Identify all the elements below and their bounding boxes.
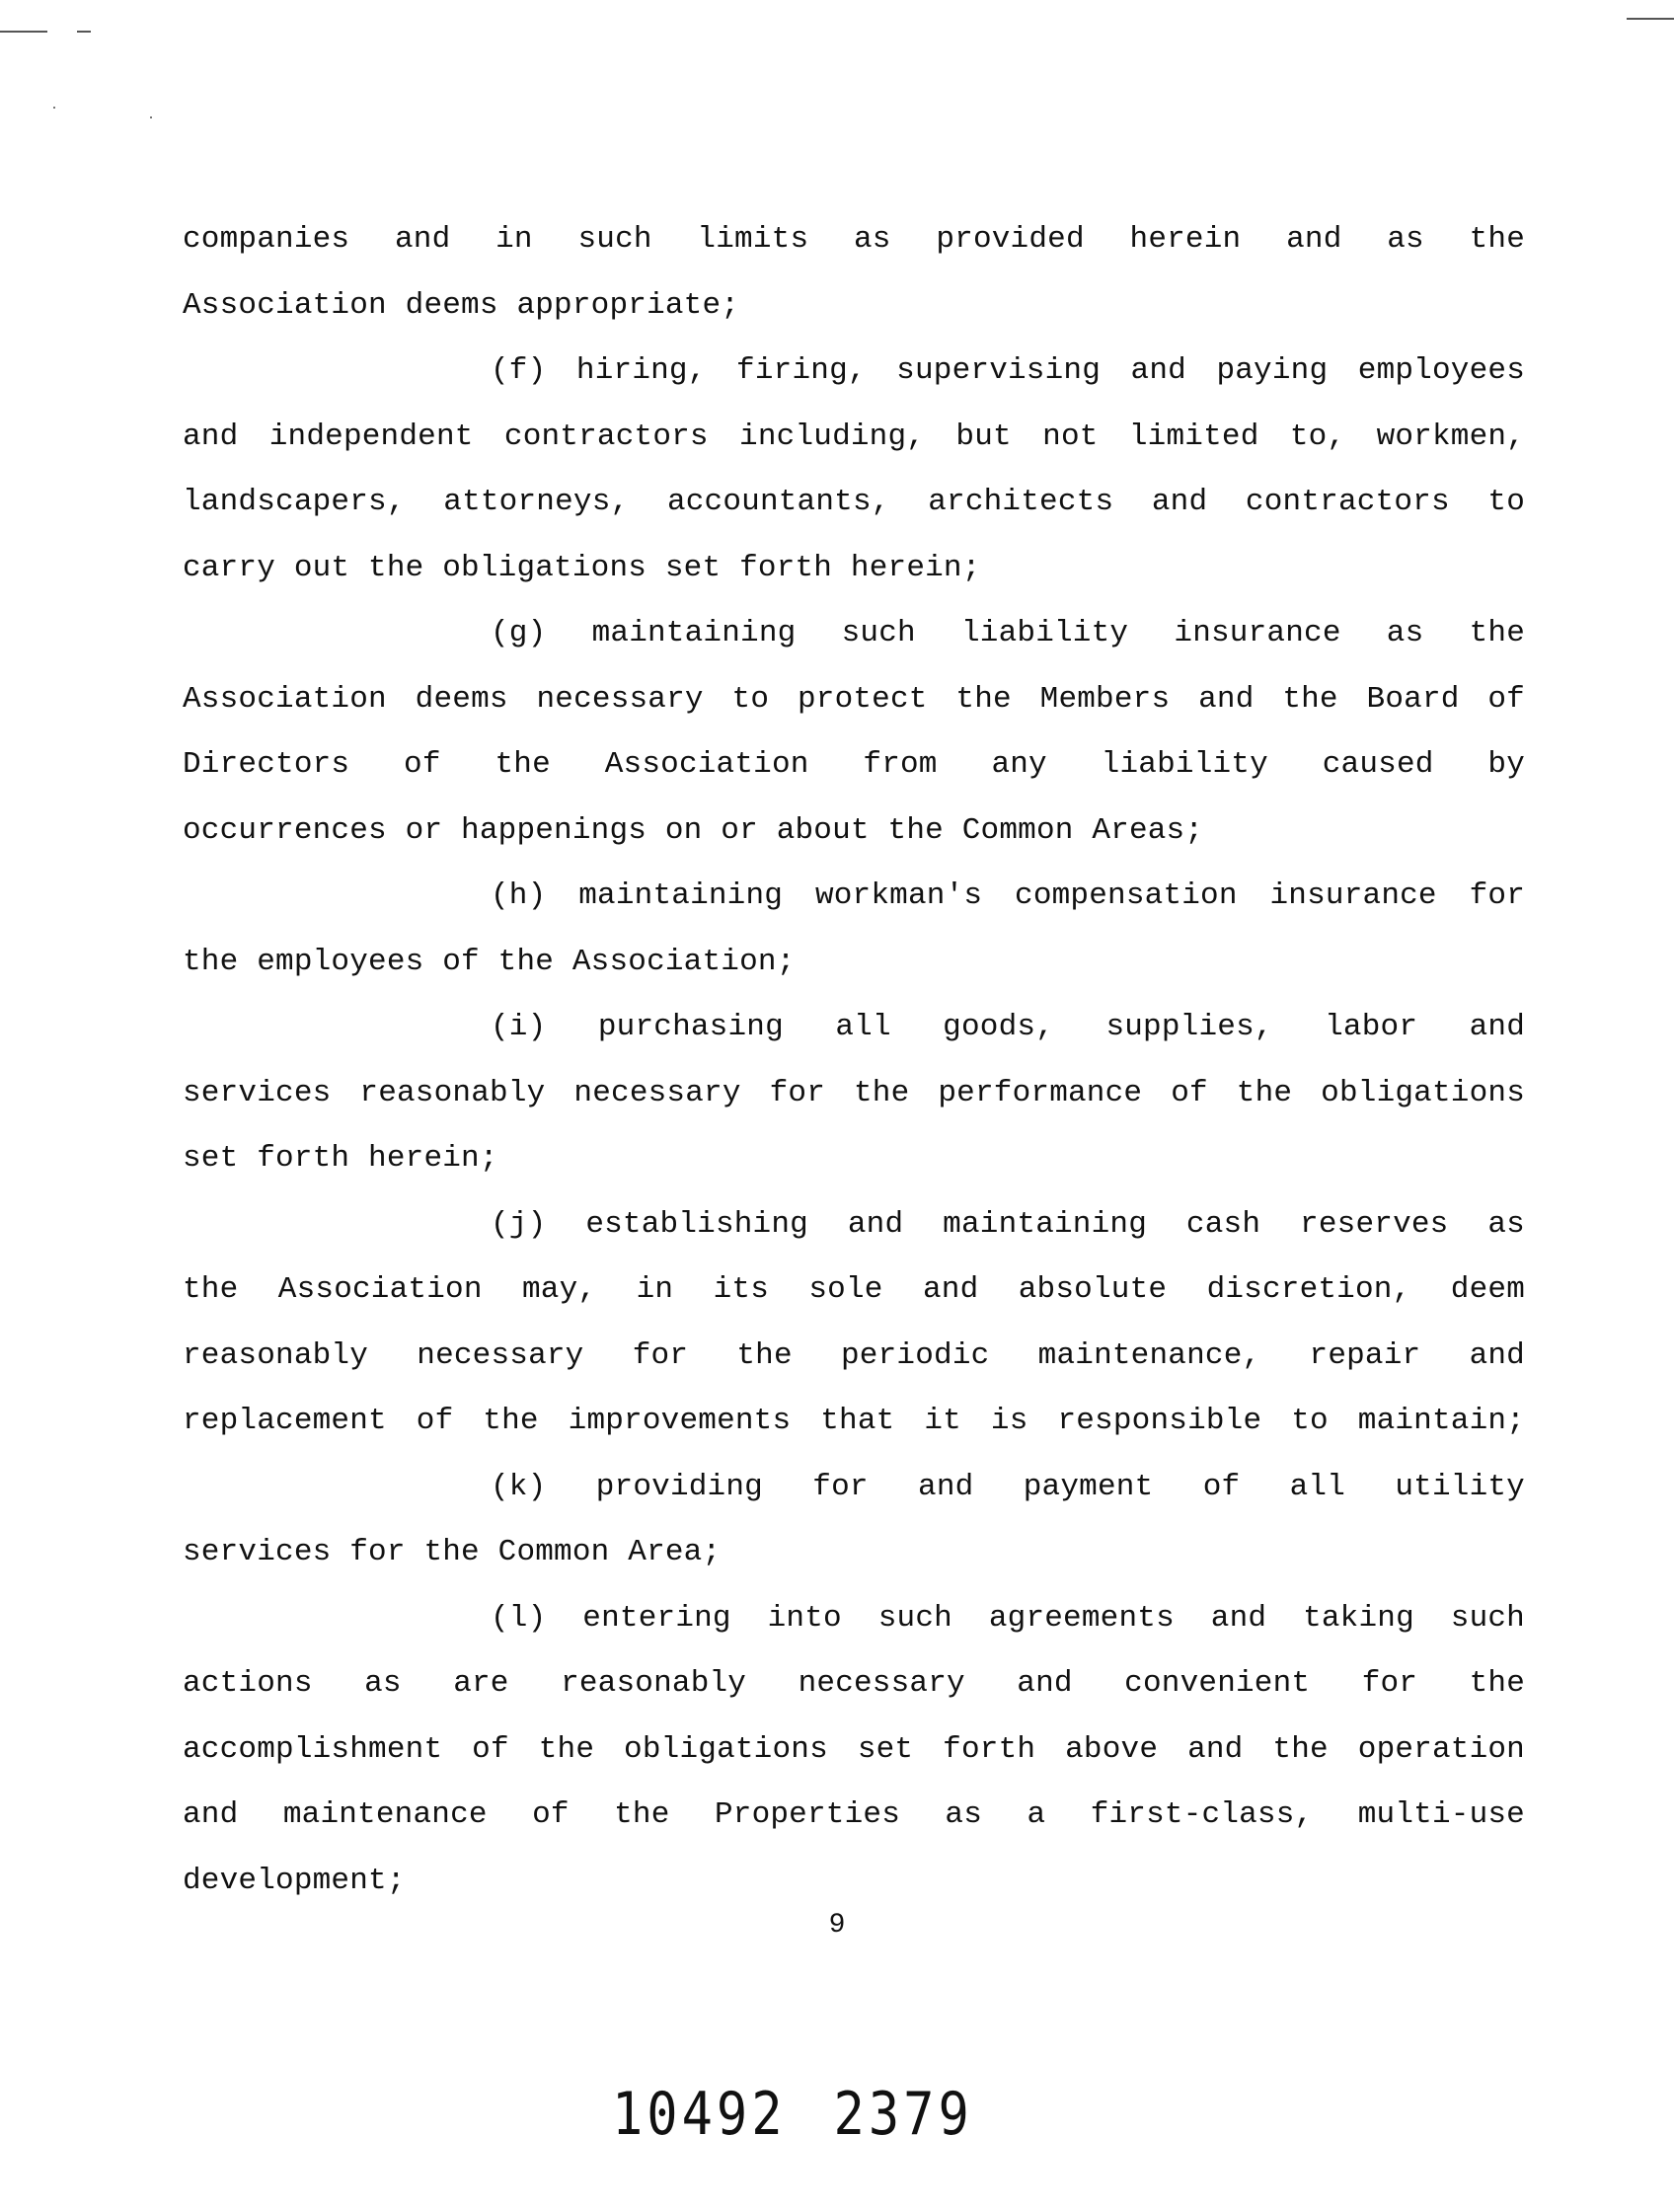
text-line: and maintenance of the Properties as a first-class, multi-use (183, 1797, 1525, 1832)
text-line: (j) establishing and maintaining cash reserves as (491, 1206, 1525, 1242)
text-line: Association deems necessary to protect the Members and the Board of (183, 681, 1525, 717)
text-line: landscapers, attorneys, accountants, architects and contractors to (183, 485, 1525, 519)
text-line: carry out the obligations set forth herein; (183, 550, 981, 585)
text-line: development; (183, 1863, 406, 1898)
scan-dot (53, 107, 55, 109)
text-line: accomplishment of the obligations set forth above and the operation (183, 1731, 1525, 1767)
page-stamp-number: 2379 (833, 2081, 973, 2149)
text-line: (f) hiring, firing, supervising and paying employees (491, 353, 1525, 388)
text-line: the employees of the Association; (183, 944, 796, 979)
scan-mark-top-left (0, 31, 47, 33)
text-line: replacement of the improvements that it is responsible to maintain; (183, 1404, 1525, 1438)
text-line: (l) entering into such agreements and taking such (491, 1600, 1525, 1636)
text-line: (k) providing for and payment of all utility (491, 1469, 1525, 1504)
text-line: companies and in such limits as provided herein and as the (183, 222, 1525, 257)
text-line: services for the Common Area; (183, 1535, 722, 1569)
scan-dot (150, 116, 152, 118)
text-line: the Association may, in its sole and absolute discretion, deem (183, 1272, 1525, 1307)
text-line: Association deems appropriate; (183, 287, 740, 323)
book-number: 10492 (612, 2081, 787, 2149)
text-line: reasonably necessary for the periodic maintenance, repair and (183, 1337, 1525, 1373)
scan-mark-top-left-short (77, 31, 91, 33)
book-page-stamp (612, 2081, 973, 2149)
scan-mark-top-right (1627, 18, 1674, 20)
page-number: 9 (828, 1910, 846, 1941)
text-line: set forth herein; (183, 1141, 498, 1176)
text-line: services reasonably necessary for the performance of the obligations (183, 1075, 1525, 1110)
text-line: (h) maintaining workman's compensation insurance for (491, 878, 1525, 913)
text-line: Directors of the Association from any liability caused by (183, 747, 1525, 782)
text-line: (g) maintaining such liability insurance as the (491, 616, 1525, 650)
text-line: (i) purchasing all goods, supplies, labor and (491, 1010, 1525, 1044)
text-line: and independent contractors including, but not limited to, workmen, (183, 419, 1525, 454)
document-body (183, 207, 1525, 1914)
text-line: occurrences or happenings on or about the Common Areas; (183, 812, 1204, 848)
text-line: actions as are reasonably necessary and convenient for the (183, 1666, 1525, 1701)
